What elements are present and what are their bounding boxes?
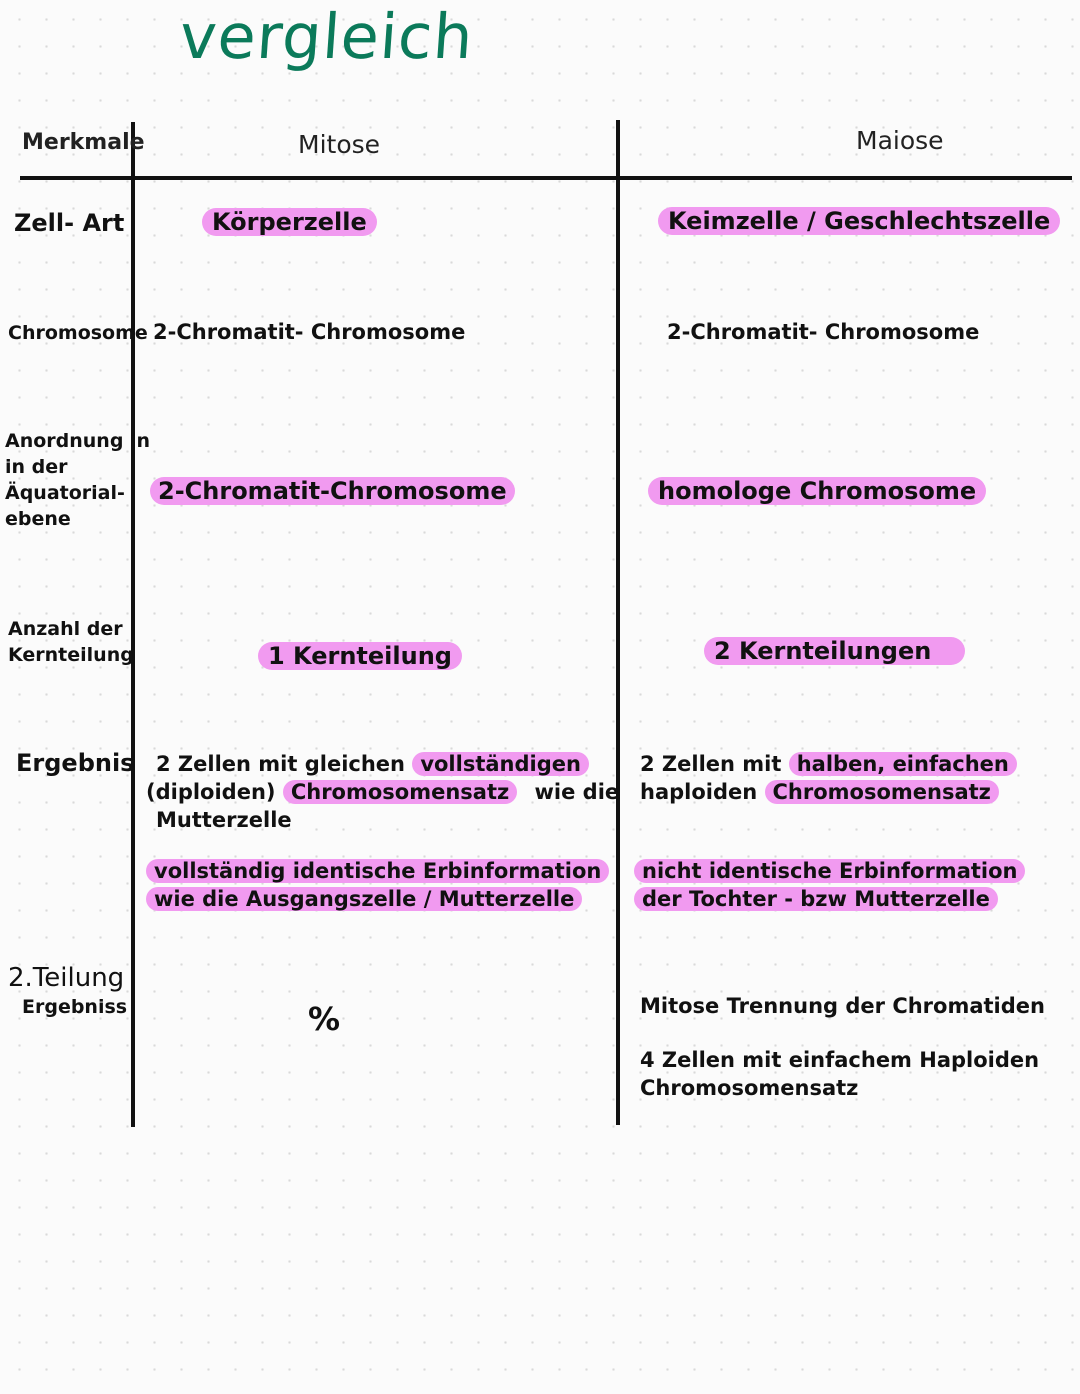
header-mitose: Mitose <box>298 130 381 159</box>
cell-mitose-ergebnis <box>146 750 619 834</box>
header-divider <box>20 176 1072 180</box>
cell-mitose-chromosome: 2-Chromatit- Chromosome <box>153 320 466 344</box>
text-line <box>640 750 1017 778</box>
text-segment: 2 Zellen mit gleichen <box>156 752 405 776</box>
cell-mitose-teilung2: % <box>308 1000 341 1038</box>
row-label-ergebnis: Ergebnis <box>16 749 135 777</box>
cell-meiose-ergebnis <box>640 750 1017 806</box>
text-segment: wie die <box>534 780 620 804</box>
text-line: Mitose Trennung der Chromatiden <box>640 994 1045 1018</box>
label-line: in der <box>5 456 68 478</box>
row-label-chromosome: Chromosome <box>8 322 148 344</box>
cell-mitose-erbinformation <box>146 857 609 913</box>
highlight: Keimzelle / Geschlechtszelle <box>658 207 1060 235</box>
text-line <box>640 778 1017 806</box>
highlight: homologe Chromosome <box>648 477 986 505</box>
cell-meiose-anordnung <box>648 477 986 505</box>
page-title: vergleich <box>177 0 477 73</box>
text-segment: 2 Zellen mit <box>640 752 782 776</box>
text-line <box>146 750 619 778</box>
text-line <box>146 778 619 806</box>
highlight: nicht identische Erbinformation <box>634 859 1025 883</box>
cell-mitose-anzahl <box>258 642 462 670</box>
text-line <box>146 806 619 834</box>
text-line <box>634 885 1025 913</box>
highlight: halben, einfachen <box>789 752 1017 776</box>
cell-meiose-erbinformation <box>634 857 1025 913</box>
cell-mitose-zellart <box>202 208 377 236</box>
highlight: Chromosomensatz <box>283 780 517 804</box>
highlight: 1 Kernteilung <box>258 642 462 670</box>
text-line: 4 Zellen mit einfachem Haploiden <box>640 1048 1040 1072</box>
text-segment: haploiden <box>640 780 758 804</box>
text-segment: Mutterzelle <box>156 808 292 832</box>
header-merkmale: Merkmale <box>22 130 145 155</box>
text-line <box>146 885 609 913</box>
text-segment: (diploiden) <box>146 780 276 804</box>
highlight: vollständigen <box>412 752 589 776</box>
label-line: 2.Teilung <box>8 963 125 993</box>
cell-mitose-anordnung <box>150 477 515 505</box>
highlight: Chromosomensatz <box>765 780 999 804</box>
row-label-anordnung <box>5 428 150 532</box>
label-line: Anordnung in <box>5 430 151 452</box>
cell-meiose-chromosome: 2-Chromatit- Chromosome <box>667 320 980 344</box>
row-label-anzahl <box>8 616 134 668</box>
label-line: Äquatorial- <box>5 482 125 504</box>
cell-meiose-teilung2 <box>640 992 1045 1102</box>
cell-meiose-zellart <box>658 207 1060 235</box>
header-meiose: Maiose <box>856 126 944 155</box>
text-line <box>146 857 609 885</box>
text-line: Chromosomensatz <box>640 1076 859 1100</box>
text-line <box>634 857 1025 885</box>
row-label-teilung2 <box>8 962 127 1020</box>
highlight: der Tochter - bzw Mutterzelle <box>634 887 998 911</box>
highlight: vollständig identische Erbinformation <box>146 859 609 883</box>
label-line: ebene <box>5 508 71 530</box>
label-line: Ergebniss <box>22 996 128 1018</box>
highlight: 2 Kernteilungen <box>704 637 965 665</box>
row-label-zellart: Zell- Art <box>14 209 125 237</box>
label-line: Anzahl der <box>8 618 123 640</box>
highlight: 2-Chromatit-Chromosome <box>150 477 515 505</box>
highlight: Körperzelle <box>202 208 377 236</box>
cell-meiose-anzahl <box>704 637 965 665</box>
column-divider-right <box>616 120 620 1125</box>
highlight: wie die Ausgangszelle / Mutterzelle <box>146 887 582 911</box>
label-line: Kernteilung <box>8 644 134 666</box>
